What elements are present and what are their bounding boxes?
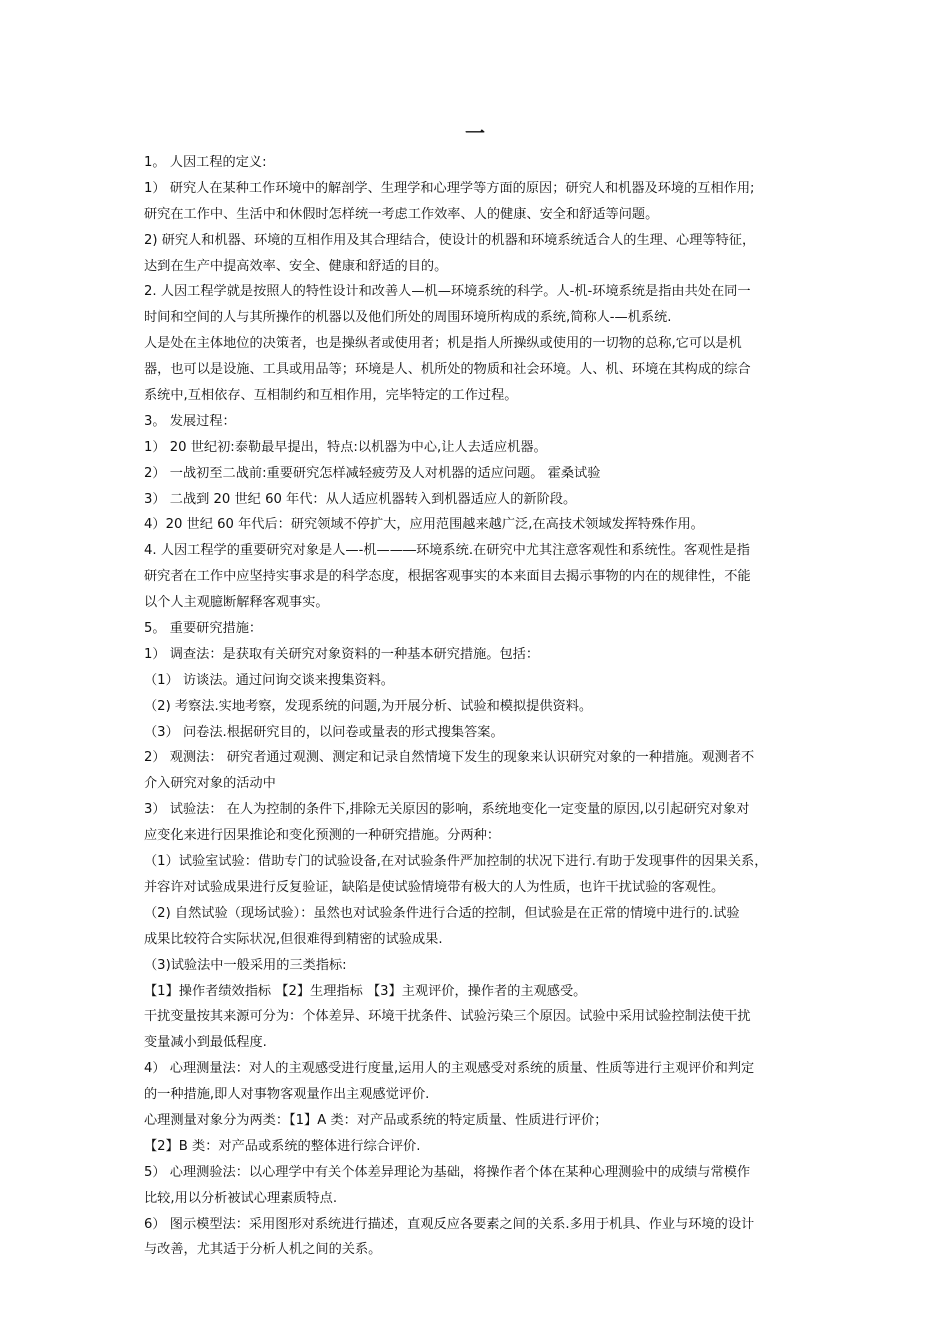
text-line: 介入研究对象的活动中 [144,776,276,792]
text-line: 干扰变量按其来源可分为：个体差异、环境干扰条件、试验污染三个原因。试验中采用试验控制法使干扰 [144,1009,751,1025]
text-line: 比较,用以分析被试心理素质特点. [144,1190,338,1206]
text-line: 变量减小到最低程度. [144,1035,267,1051]
text-line: 3） 二战到 20 世纪 60 年代：从人适应机器转入到机器适应人的新阶段。 [144,491,577,507]
text-line: 应变化来进行因果推论和变化预测的一种研究措施。分两种： [144,828,501,844]
text-line: 6） 图示模型法：采用图形对系统进行描述，直观反应各要素之间的关系.多用于机具、作业与环境的设计 [144,1216,755,1232]
text-line: 时间和空间的人与其所操作的机器以及他们所处的周围环境所构成的系统,简称人-—机系统. [144,310,672,326]
text-line: 2. 人因工程学就是按照人的特性设计和改善人—机—环境系统的科学。人-机-环境系统是指由共处在同一 [144,284,751,300]
text-line: 1） 20 世纪初:泰勒最早提出，特点:以机器为中心,让人去适应机器。 [144,439,547,455]
text-line: 1。 人因工程的定义: [144,155,267,170]
text-line: 成果比较符合实际状况,但很难得到精密的试验成果. [144,931,443,947]
text-line: 1） 研究人在某种工作环境中的解剖学、生理学和心理学等方面的原因；研究人和机器及环境的互相作用; [144,180,755,196]
text-line: 【1】操作者绩效指标 【2】生理指标 【3】主观评价，操作者的主观感受。 [144,983,587,999]
text-line: 5） 心理测验法：以心理学中有关个体差异理论为基础，将操作者个体在某种心理测验中的成绩与常模作 [144,1164,751,1180]
text-line: （2) 自然试验（现场试验）：虽然也对试验条件进行合适的控制，但试验是在正常的情境中进行的.试验 [144,905,740,921]
text-line: 2） 一战初至二战前:重要研究怎样减轻疲劳及人对机器的适应问题。 霍桑试验 [144,465,601,481]
text-line: 4） 心理测量法：对人的主观感受进行度量,运用人的主观感受对系统的质量、性质等进行主观评价和判定 [144,1061,755,1077]
text-line: 研究者在工作中应坚持实事求是的科学态度，根据客观事实的本来面目去揭示事物的内在的规律性，不能 [144,569,751,585]
text-line: 并容许对试验成果进行反复验证，缺陷是使试验情境带有极大的人为性质，也许干扰试验的客观性。 [144,879,725,895]
text-line: 2） 观测法： 研究者通过观测、测定和记录自然情境下发生的现象来认识研究对象的一种措施。观测者不 [144,750,755,766]
text-line: （2) 考察法.实地考察，发现系统的问题,为开展分析、试验和模拟提供资料。 [144,698,593,714]
text-line: 的一种措施,即人对事物客观量作出主观感觉评价. [144,1087,430,1103]
text-line: （3)试验法中一般采用的三类指标: [144,957,347,973]
text-line: 3。 发展过程： [144,413,236,429]
text-line: 4）20 世纪 60 年代后：研究领域不停扩大，应用范围越来越广泛,在高技术领域发挥特殊作用。 [144,517,704,533]
text-line: 人是处在主体地位的决策者，也是操纵者或使用者；机是指人所操纵或使用的一切物的总称,它可以是机 [144,336,742,352]
page-heading: 一 [465,121,485,145]
text-line: 1） 调查法：是获取有关研究对象资料的一种基本研究措施。包括： [144,646,540,662]
text-line: 5。 重要研究措施： [144,621,263,637]
document-body [144,150,814,1263]
text-line: 心理测量对象分为两类：【1】A 类：对产品或系统的特定质量、性质进行评价； [144,1112,608,1128]
text-line: 系统中,互相依存、互相制约和互相作用，完毕特定的工作过程。 [144,388,518,404]
text-line: 达到在生产中提高效率、安全、健康和舒适的目的。 [144,258,448,274]
text-line: 器，也可以是设施、工具或用品等；环境是人、机所处的物质和社会环境。人、机、环境在其构成的综合 [144,362,751,378]
text-line: 4. 人因工程学的重要研究对象是人—-机——―环境系统.在研究中尤其注意客观性和系统性。客观性是指 [144,543,750,559]
text-line: 2) 研究人和机器、环境的互相作用及其合理结合，使设计的机器和环境系统适合人的生理、心理等特征， [144,232,756,248]
text-line: （1）试验室试验：借助专门的试验设备,在对试验条件严加控制的状况下进行.有助于发现事件的因果关系， [144,854,768,870]
text-line: （3） 问卷法.根据研究目的，以问卷或量表的形式搜集答案。 [144,724,504,740]
text-line: 研究在工作中、生活中和休假时怎样统一考虑工作效率、人的健康、安全和舒适等问题。 [144,206,659,222]
text-line: 3） 试验法： 在人为控制的条件下,排除无关原因的影响，系统地变化一定变量的原因,以引起研究对象对 [144,802,750,818]
text-line: （1） 访谈法。通过问询交谈来搜集资料。 [144,672,394,688]
text-line: 与改善，尤其适于分析人机之间的关系。 [144,1242,382,1258]
text-line: 【2】B 类：对产品或系统的整体进行综合评价. [144,1138,421,1154]
text-line: 以个人主观臆断解释客观事实。 [144,595,329,611]
